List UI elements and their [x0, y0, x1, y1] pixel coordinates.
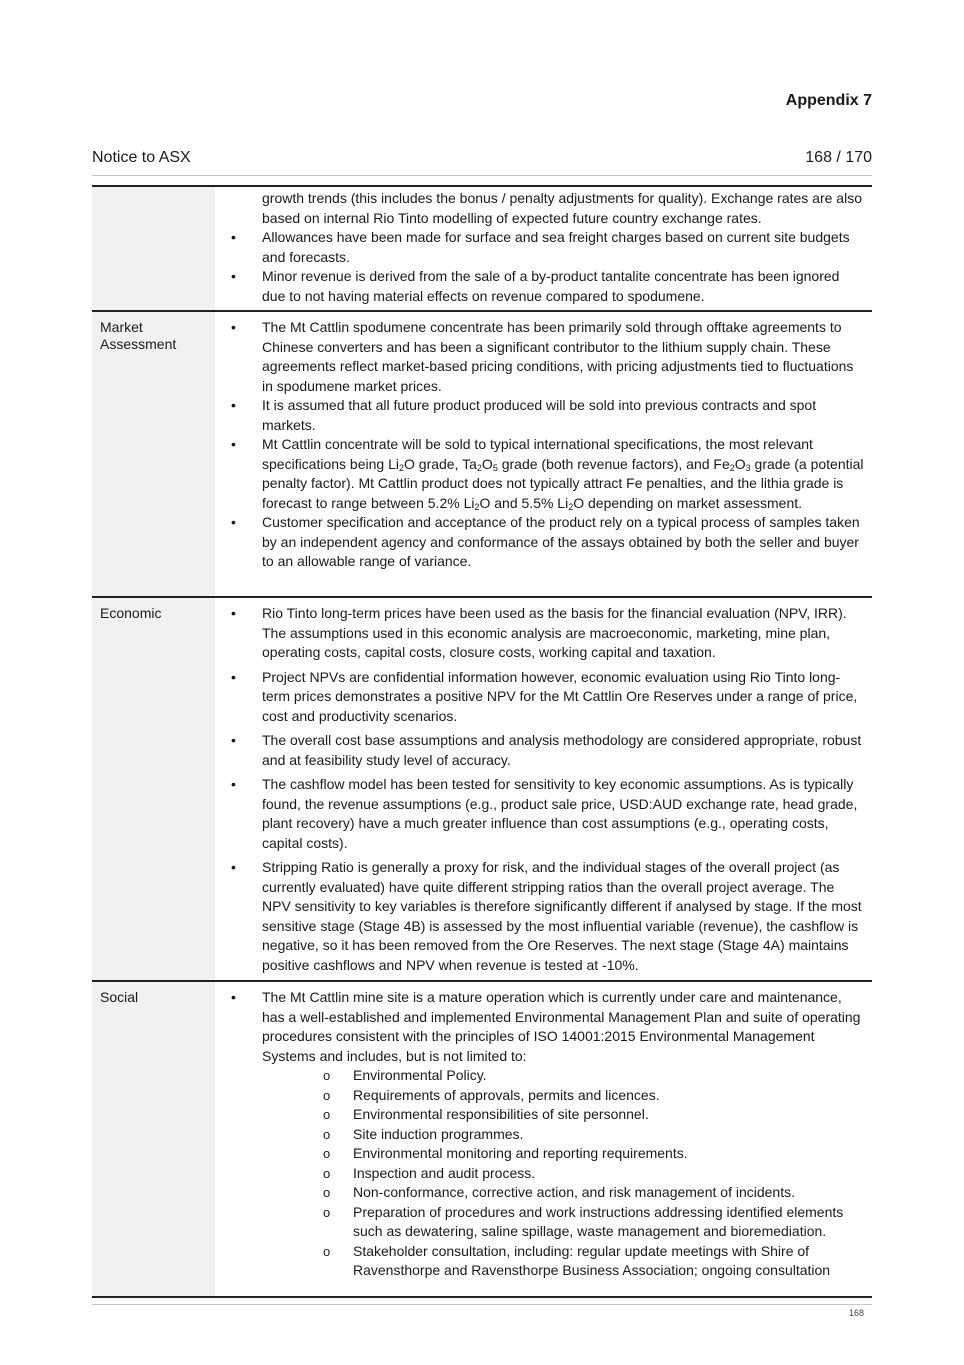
list-item: • Stripping Ratio is generally a proxy for risk, and the individual stages of the overall project (as currently evaluated) have quite different stripping ratios than the overall project average. The NPV sensitivity to key variables is therefore significantly different if analysed by stage. If the most sensitive stage (Stage 4B) is assessed by the most influential variable (revenue), the cashflow is negative, so it has been removed from the Ore Reserves. The next stage (Stage 4A) maintains positive cashflows and NPV when revenue is tested at -10%.: [215, 858, 872, 975]
footer-page-number: 168: [848, 1308, 864, 1318]
subscript: 2: [568, 501, 574, 512]
list-item: • It is assumed that all future product produced will be sold into previous contracts and spot markets.: [215, 396, 872, 435]
row-label: Social: [92, 982, 215, 1296]
list-item-specifications: [215, 435, 872, 513]
row-content: [215, 187, 872, 310]
subscript: 2: [729, 462, 735, 473]
subscript: 2: [398, 462, 404, 473]
spec-text: O depending on market assessment.: [573, 494, 803, 511]
list-item: growth trends (this includes the bonus / penalty adjustments for quality). Exchange rates are also based on internal Rio Tinto modelling of expected future country exchange rates.: [262, 190, 862, 226]
row-label: [92, 187, 215, 310]
spec-text: O grade, Ta: [404, 455, 477, 472]
page-indicator: 168 / 170: [805, 149, 872, 166]
subscript: 2: [476, 462, 482, 473]
row-label: Economic: [92, 598, 215, 980]
sub-list-item: o Site induction programmes.: [215, 1125, 872, 1145]
subscript: 3: [745, 462, 751, 473]
sub-list-item: o Requirements of approvals, permits and licences.: [215, 1086, 872, 1106]
list-item: • The Mt Cattlin spodumene concentrate has been primarily sold through offtake agreements to Chinese converters and has been a significant contributor to the lithium supply chain. These agreements reflect market-based pricing conditions, with pricing adjustments tied to fluctuations in spodumene market prices.: [215, 318, 872, 396]
sub-list-item: o Environmental Policy.: [215, 1066, 872, 1086]
sub-list-item: o Inspection and audit process.: [215, 1164, 872, 1184]
header-rule: [92, 175, 872, 176]
criteria-table: [92, 185, 872, 1298]
list-item: • The cashflow model has been tested for sensitivity to key economic assumptions. As is typically found, the revenue assumptions (e.g., product sale price, USD:AUD exchange rate, head grade, plant recovery) have a much greater influence than cost assumptions (e.g., operating costs, capital costs).: [215, 775, 872, 853]
notice-title: Notice to ASX: [92, 149, 191, 166]
list-item: • The overall cost base assumptions and analysis methodology are considered appropriate, robust and at feasibility study level of accuracy.: [215, 731, 872, 770]
sub-list-item: o Preparation of procedures and work instructions addressing identified elements such as dewatering, saline spillage, waste management and bioremediation.: [215, 1203, 872, 1242]
table-row-economic: [92, 598, 872, 982]
subscript: 5: [492, 462, 498, 473]
list-item: • Minor revenue is derived from the sale of a by-product tantalite concentrate has been ignored due to not having material effects on revenue compared to spodumene.: [215, 267, 872, 306]
table-row-market-assessment: [92, 312, 872, 598]
footer-rule: [92, 1304, 872, 1305]
spec-text: grade (a potential penalty factor). Mt Cattlin product does not typically attract Fe penalties, and the lithia grade is forecast to range between 5.2% Li: [262, 455, 864, 511]
row-content: [215, 598, 872, 980]
row-content: [215, 982, 872, 1296]
list-item: • Allowances have been made for surface and sea freight charges based on current site budgets and forecasts.: [215, 228, 872, 267]
spec-text: O: [481, 455, 493, 472]
sub-list-item: o Environmental monitoring and reporting requirements.: [215, 1144, 872, 1164]
sub-list-item: o Non-conformance, corrective action, and risk management of incidents.: [215, 1183, 872, 1203]
appendix-title: Appendix 7: [785, 92, 872, 109]
spec-text: O: [734, 455, 746, 472]
table-row-revenue-continued: [92, 187, 872, 312]
list-item: • The Mt Cattlin mine site is a mature operation which is currently under care and maintenance, has a well-established and implemented Environmental Management Plan and suite of operating procedures consistent with the principles of ISO 14001:2015 Environmental Management Systems and includes, but is not limited to:: [215, 988, 872, 1066]
row-label: Market Assessment: [92, 312, 215, 596]
list-item: • Rio Tinto long-term prices have been used as the basis for the financial evaluation (NPV, IRR). The assumptions used in this economic analysis are macroeconomic, marketing, mine plan, operating costs, capital costs, closure costs, working capital and taxation.: [215, 604, 872, 663]
spec-text: Mt Cattlin concentrate will be sold to typical international specifications, the most relevant specifications being Li: [262, 436, 813, 472]
spec-text: grade (both revenue factors), and Fe: [497, 455, 730, 472]
row-content: [215, 312, 872, 596]
list-item: • Customer specification and acceptance of the product rely on a typical process of samples taken by an independent agency and conformance of the assays obtained by both the seller and buyer to an allowable range of variance.: [215, 513, 872, 572]
sub-list-item: o Environmental responsibilities of site personnel.: [215, 1105, 872, 1125]
subscript: 2: [474, 501, 480, 512]
table-row-social: [92, 982, 872, 1298]
list-item: • Project NPVs are confidential information however, economic evaluation using Rio Tinto long-term prices demonstrates a positive NPV for the Mt Cattlin Ore Reserves under a range of price, cost and productivity scenarios.: [215, 668, 872, 727]
spec-text: O and 5.5% Li: [479, 494, 569, 511]
sub-list-item: o Stakeholder consultation, including: regular update meetings with Shire of Ravensthorpe and Ravensthorpe Business Association; ongoing consultation: [215, 1242, 872, 1281]
